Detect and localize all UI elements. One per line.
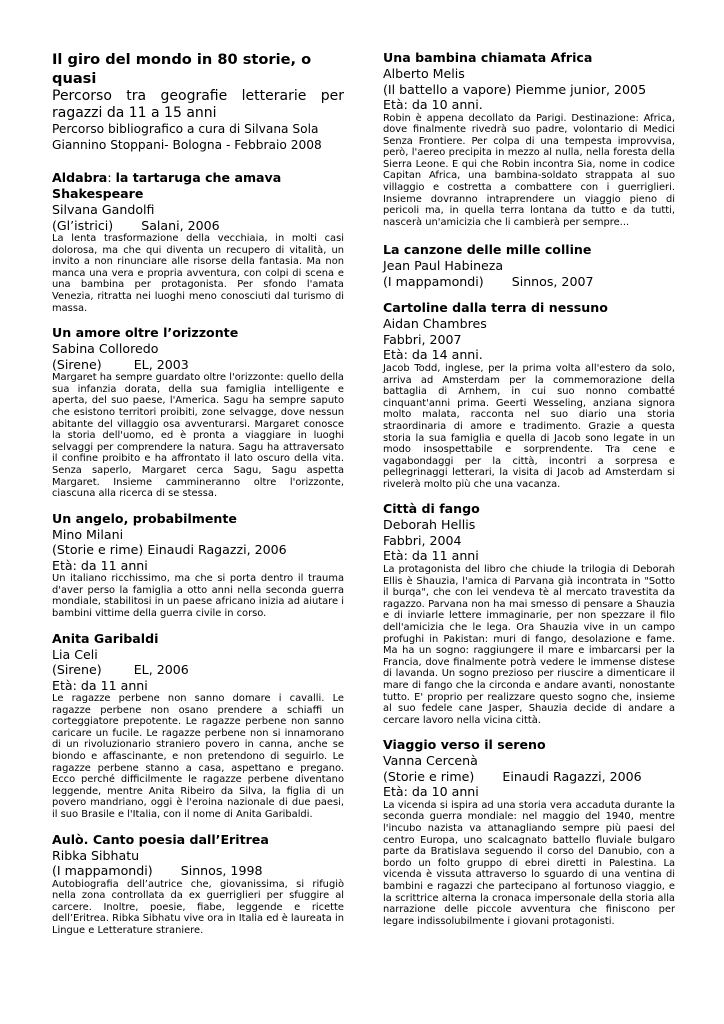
book-publisher: Fabbri, 2007	[383, 331, 462, 347]
book-title: Viaggio verso il sereno	[383, 737, 546, 753]
book-entry	[383, 50, 675, 228]
book-entry	[383, 242, 675, 289]
book-entry	[52, 325, 344, 500]
book-title-separator: :	[107, 170, 116, 185]
book-publisher: (Sirene) EL, 2003	[52, 356, 189, 372]
right-column	[383, 50, 675, 927]
book-title: Città di fango	[383, 501, 480, 517]
book-title-rest: la tartaruga che amava Shakespeare	[52, 170, 282, 201]
book-publisher: (Sirene) EL, 2006	[52, 662, 189, 678]
book-age: Età: da 11 anni	[383, 548, 479, 564]
book-description: Un italiano ricchissimo, ma che si porta dentro il trauma d'aver perso la famiglia a otto anni nella seconda guerra mondiale, stabilitosi in un paese africano inizia ad aiutare i bambini vittime della guerra civile in corso.	[52, 573, 344, 619]
book-title: Una bambina chiamata Africa	[383, 50, 593, 65]
book-publisher: (Storie e rime) Einaudi Ragazzi, 2006	[52, 542, 287, 558]
book-author: Vanna Cercenà	[383, 753, 478, 769]
document-credit-place-date: Giannino Stoppani- Bologna - Febbraio 2008	[52, 138, 322, 152]
book-author: Lia Celi	[52, 646, 98, 662]
book-author: Sabina Colloredo	[52, 341, 159, 357]
book-author: Deborah Hellis	[383, 517, 476, 533]
book-entry	[52, 832, 344, 937]
book-publisher: (Storie e rime) Einaudi Ragazzi, 2006	[383, 768, 642, 784]
book-description: Jacob Todd, inglese, per la prima volta all'estero da solo, arriva ad Amsterdam per la commemorazione della battaglia di Arnhem, in cui suo nonno combatté cinquant'anni prima. Geerti Wesseling, anziana signora molto malata, racconta nel suo diario una storia straordinaria di amore e tradimento. Grazie a questa storia la sua famiglia e quella di Jacob sono legate in un modo insospettabile e sorprendente. Tra cene e vagabondaggi per la città, incontri a sorpresa e pellegrinaggi letterari, la visita di Jacob ad Amsterdam si rivelerà molto più che una vacanza.	[383, 362, 675, 490]
book-title: Cartoline dalla terra di nessuno	[383, 300, 608, 316]
book-publisher: (Gl’istrici) Salani, 2006	[52, 217, 220, 233]
document-subtitle: Percorso tra geografie letterarie per ragazzi da 11 a 15 anni	[52, 88, 344, 121]
book-entry	[52, 631, 344, 821]
book-title: Un angelo, probabilmente	[52, 510, 237, 526]
book-description: Autobiografia dell’autrice che, giovanissima, si rifugiò nella zona controllata da ex guerriglieri per sfuggire al carcere. Inoltre, poesie, fiabe, leggende e ricette dell’Eritrea. Ribka Sibhatu vive ora in Italia ed è laureata in Lingue e Letterature straniere.	[52, 878, 344, 936]
book-title: Aulò. Canto poesia dall’Eritrea	[52, 831, 269, 847]
book-publisher: (I mappamondi) Sinnos, 1998	[52, 863, 263, 879]
book-title-main: Aldabra	[52, 170, 108, 185]
book-entry	[52, 511, 344, 620]
book-publisher: (Il battello a vapore) Piemme junior, 2005	[383, 81, 647, 97]
book-description: La lenta trasformazione della vecchiaia, in molti casi dolorosa, ma che qui diventa un recupero di vitalità, un invito a non rinunciare alle risorse della fantasia. Ma non manca una vera e propria avventura, con colpi di scena e una bambina per protagonista. Per sfondo l'amata Venezia, ritratta nei luoghi meno conosciuti dal turismo di massa.	[52, 233, 344, 314]
book-description: Margaret ha sempre guardato oltre l'orizzonte: quello della sua infanzia dorata, della sua famiglia intelligente e aperta, del suo paese, l'America. Sagu ha sempre saputo che esistono territori proibiti, zone selvagge, dove nessun abitante del villaggio osa avventurarsi. Margaret conosce la storia dell'uomo, ed è pronta a viaggiare in luoghi selvaggi per comprendere la natura. Sagu ha attraversato il confine proibito e ha affrontato il lato oscuro della vita. Senza saperlo, Margaret cerca Sagu, Sagu aspetta Margaret. Insieme cammineranno oltre l'orizzonte, ciascuna alla ricerca di se stessa.	[52, 372, 344, 500]
book-publisher: Fabbri, 2004	[383, 532, 462, 548]
document-credit-curator: Percorso bibliografico a cura di Silvana Sola	[52, 122, 319, 136]
book-description: La vicenda si ispira ad una storia vera accaduta durante la seconda guerra mondiale: nel maggio del 1940, mentre l'incubo nazista va attanagliando sempre più paesi del centro Europa, uno scalcagnato battello fluviale bulgaro parte da Bratislava seguendo il corso del Danubio, con a bordo un folto gruppo di ebrei diretti in Palestina. La vicenda è vissuta attraverso lo sguardo di una ventina di bambini e ragazzi che partecipano al fortunoso viaggio, e la scrittrice alterna la cronaca impersonale della storia alla narrazione delle piccole avventura che finiscono per legare indissolubilmente i giovani protagonisti.	[383, 799, 675, 927]
book-author: Aidan Chambres	[383, 316, 487, 332]
book-description: La protagonista del libro che chiude la trilogia di Deborah Ellis è Shauzia, l'amica di Parvana già incontrata in "Sotto il burqa", che con lei vendeva tè al mercato travestita da ragazzo. Parvana non ha mai smesso di pensare a Shauzia e di inviarle lettere immaginarie, per non spezzare il filo dell'amicizia che le lega. Ora Shauzia vive in un campo profughi in Pakistan: muri di fango, desolazione e fame. Ma ha un sogno: raggiungere il mare e imbarcarsi per la Francia, dove finalmente potrà vedere le immense distese di lavanda. Un sogno prezioso per riuscire a dimenticare il mare di fango che la circonda e andare avanti, nonostante tutto. E' proprio per realizzare questo sogno che, insieme al suo fedele cane Jasper, Shauzia decide di andare a cercare lavoro nella vicina città.	[383, 563, 675, 726]
book-entry	[383, 300, 675, 490]
book-title: Un amore oltre l’orizzonte	[52, 325, 239, 341]
book-title: Anita Garibaldi	[52, 630, 159, 646]
book-publisher: (I mappamondi) Sinnos, 2007	[383, 273, 594, 289]
book-age: Età: da 10 anni	[383, 784, 479, 800]
document-header	[52, 50, 344, 153]
left-column	[52, 50, 344, 937]
book-entry	[383, 737, 675, 927]
book-entry	[383, 501, 675, 726]
book-age: Età: da 11 anni	[52, 677, 148, 693]
book-author: Silvana Gandolfi	[52, 202, 155, 217]
book-description: Robin è appena decollato da Parigi. Destinazione: Africa, dove finalmente rivedrà suo padre, volontario di Medici Senza Frontiere. Per colpa di una tempesta improvvisa, però, l'aereo precipita in mezzo al nulla, nella foresta della Sierra Leone. E qui che Robin incontra Sia, nome in codice Capitan Africa, una bambina-soldato strappata al suo villaggio e costretta a combattere con i guerriglieri. Insieme dovranno intraprendere un viaggio pieno di pericoli ma, in quella terra lontana da tutto e da tutti, nascerà un'amicizia che li cambierà per sempre...	[383, 112, 675, 228]
book-title: La canzone delle mille colline	[383, 242, 592, 258]
book-author: Ribka Sibhatu	[52, 847, 140, 863]
book-author: Mino Milani	[52, 526, 124, 542]
book-author: Jean Paul Habineza	[383, 258, 504, 274]
book-age: Età: da 14 anni.	[383, 347, 483, 363]
book-entry	[52, 170, 344, 314]
book-author: Alberto Melis	[383, 66, 465, 81]
book-title	[52, 170, 344, 202]
book-age: Età: da 10 anni.	[383, 97, 483, 112]
book-age: Età: da 11 anni	[52, 557, 148, 573]
book-description: Le ragazze perbene non sanno domare i cavalli. Le ragazze perbene non osano prendere a schiaffi un corteggiatore prepotente. Le ragazze perbene non sanno caricare un fucile. Le ragazze perbene non si innamorano di un rivoluzionario straniero povero in canna, anche se biondo e affascinante, e non pretendono di seguirlo. Le ragazze perbene stanno a casa, aspettano e pregano. Ecco perché difficilmente le ragazze perbene diventano leggende, mentre Anita Ribeiro da Silva, la figlia di un povero mandriano, oggi è l'eroina nazionale di due paesi, il suo Brasile e l'Italia, con il nome di Anita Garibaldi.	[52, 693, 344, 820]
document-title: Il giro del mondo in 80 storie, o quasi	[52, 51, 312, 87]
